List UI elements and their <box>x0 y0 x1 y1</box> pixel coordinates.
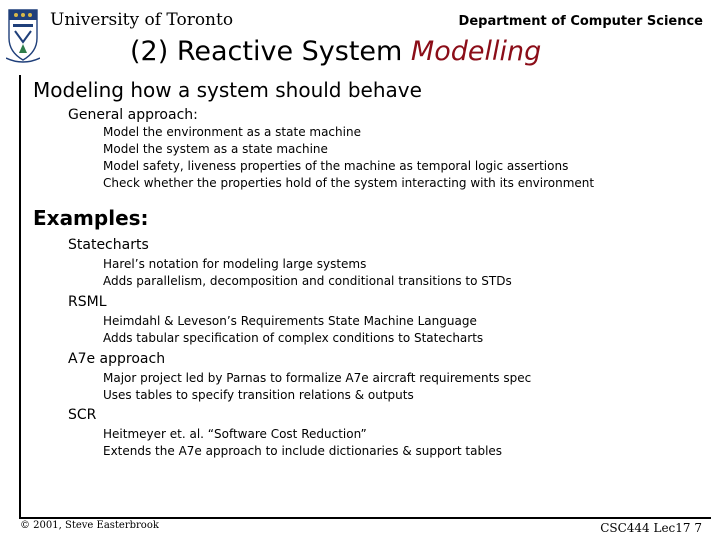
examples-heading: Examples: <box>33 206 149 230</box>
copyright-footer: © 2001, Steve Easterbrook <box>20 520 159 531</box>
course-page-footer: CSC444 Lec17 7 <box>600 521 702 535</box>
university-crest-icon <box>6 8 40 66</box>
slide-title <box>130 36 541 67</box>
example-detail: Heitmeyer et. al. “Software Cost Reduction” <box>103 427 367 441</box>
approach-step: Model the system as a state machine <box>103 142 328 156</box>
example-detail: Heimdahl & Leveson’s Requirements State Machine Language <box>103 314 477 328</box>
frame-bottom-rule <box>19 517 711 519</box>
example-name: Statecharts <box>68 237 149 253</box>
example-name: SCR <box>68 407 97 423</box>
intro-heading: Modeling how a system should behave <box>33 78 422 102</box>
example-detail: Harel’s notation for modeling large systems <box>103 257 367 271</box>
frame-left-rule <box>19 75 21 519</box>
example-detail: Adds parallelism, decomposition and conditional transitions to STDs <box>103 274 512 288</box>
approach-step: Model safety, liveness properties of the machine as temporal logic assertions <box>103 159 569 173</box>
example-detail: Uses tables to specify transition relations & outputs <box>103 388 414 402</box>
example-detail: Major project led by Parnas to formalize A7e aircraft requirements spec <box>103 371 532 385</box>
example-name: RSML <box>68 294 107 310</box>
approach-heading: General approach: <box>68 107 198 123</box>
example-name: A7e approach <box>68 351 166 367</box>
slide-title-main: (2) Reactive System <box>130 36 411 67</box>
approach-step: Check whether the properties hold of the system interacting with its environment <box>103 176 595 190</box>
example-detail: Adds tabular specification of complex conditions to Statecharts <box>103 331 484 345</box>
department-name: Department of Computer Science <box>458 14 703 29</box>
example-detail: Extends the A7e approach to include dictionaries & support tables <box>103 444 503 458</box>
university-name: University of Toronto <box>50 10 234 30</box>
slide-title-accent: Modelling <box>410 36 542 67</box>
approach-step: Model the environment as a state machine <box>103 125 361 139</box>
